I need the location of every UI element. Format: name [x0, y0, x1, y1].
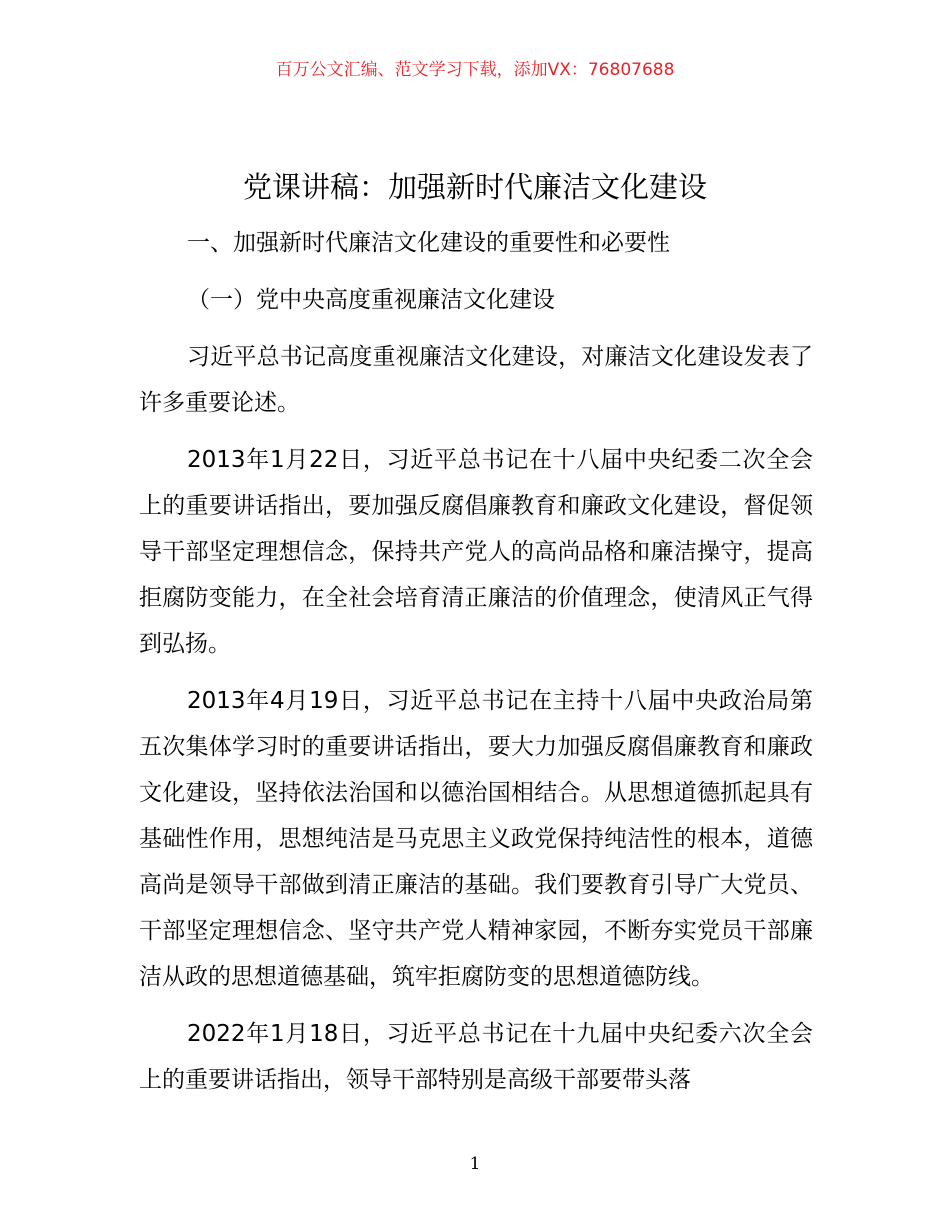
- paragraph-intro: 习近平总书记高度重视廉洁文化建设，对廉洁文化建设发表了许多重要论述。: [139, 344, 813, 416]
- paragraph-2013-apr: 2013年4月19日，习近平总书记在主持十八届中央政治局第五次集体学习时的重要讲话指出，要大力加强反腐倡廉教育和廉政文化建设，坚持依法治国和以德治国相结合。从思想道德抓起具有基础性作用，思想纯洁是马克思主义政党保持纯洁性的根本，道德高尚是领导干部做到清正廉洁的基础。我们要教育引导广大党员、干部坚定理想信念、坚守共产党人精神家园，不断夯实党员干部廉洁从政的思想道德基础，筑牢拒腐防变的思想道德防线。: [139, 688, 813, 990]
- header-note: 百万公文汇编、范文学习下载，添加VX：76807688: [275, 60, 675, 80]
- page-number: 1: [469, 1154, 481, 1174]
- section-heading: 一、加强新时代廉洁文化建设的重要性和必要性: [187, 230, 670, 256]
- paragraph-2013-jan: 2013年1月22日，习近平总书记在十八届中央纪委二次全会上的重要讲话指出，要加强反腐倡廉教育和廉政文化建设，督促领导干部坚定理想信念，保持共产党人的高尚品格和廉洁操守，提高拒腐防变能力，在全社会培育清正廉洁的价值理念，使清风正气得到弘扬。: [139, 447, 813, 657]
- subsection-heading: （一）党中央高度重视廉洁文化建设: [187, 287, 555, 313]
- document-title: 党课讲稿：加强新时代廉洁文化建设: [242, 170, 707, 204]
- paragraph-2022-jan: 2022年1月18日，习近平总书记在十九届中央纪委六次全会上的重要讲话指出，领导干部特别是高级干部要带头落: [139, 1021, 813, 1093]
- document-body: [139, 220, 813, 1114]
